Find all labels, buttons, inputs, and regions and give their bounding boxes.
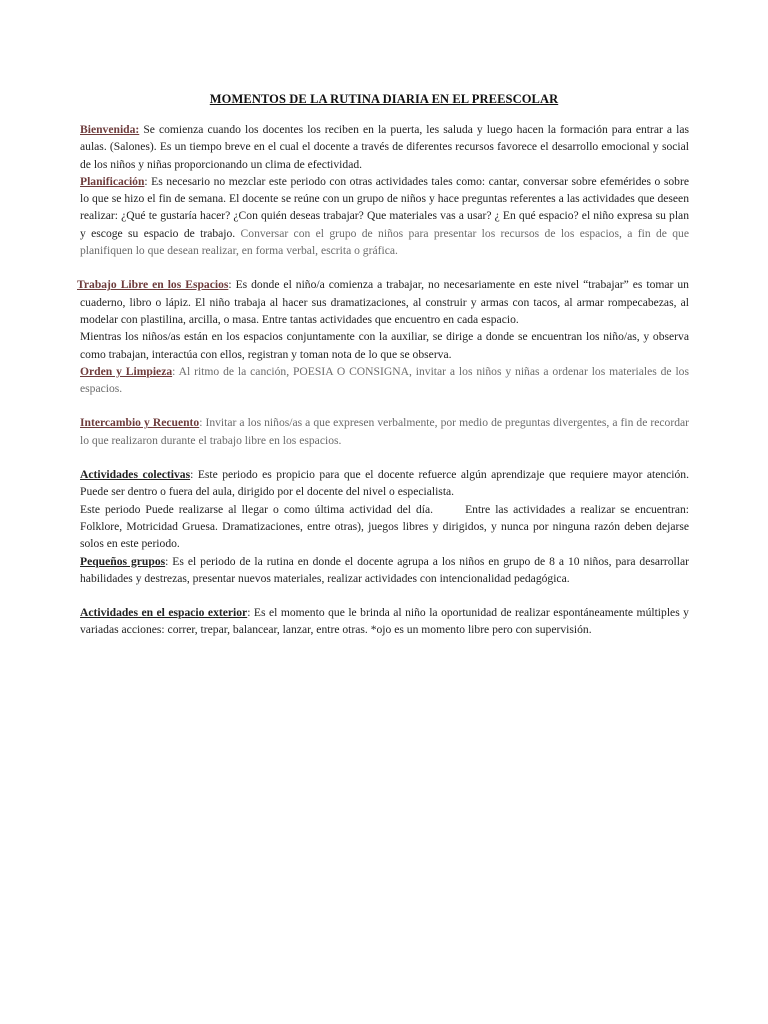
paragraph-orden (80, 363, 689, 398)
heading-bienvenida: Bienvenida: (80, 123, 140, 136)
text-planificacion-gray: Conversar con el grupo de niños para presentar los recursos de los espacios, a fin de que planifiquen lo que desean realizar, en forma verbal, escrita o gráfica. (80, 226, 689, 258)
page-title: MOMENTOS DE LA RUTINA DIARIA EN EL PREESCOLAR (209, 92, 559, 106)
paragraph-trabajo-libre (77, 276, 689, 328)
heading-trabajo-libre: Trabajo Libre en los Espacios (77, 278, 229, 292)
heading-colectivas: Actividades colectivas (80, 468, 191, 482)
paragraph-colectivas-2 (80, 501, 689, 553)
text-colectivas: : Este periodo es propicio para que el docente refuerce algún aprendizaje que requiere mayor atención. Puede ser dentro o fuera del aula, dirigido por el docente del nivel o especialista. (80, 468, 690, 499)
heading-pequenos: Pequeños grupos (80, 554, 166, 568)
paragraph-pequenos (80, 553, 689, 588)
text-trabajo-libre: : Es donde el niño/a comienza a trabajar, no necesariamente en este nivel “trabajar” es tomar un cuaderno, libro o lápiz. El niño trabaja al hacer sus dramatizaciones, al construir y armas con tacos, al armar rompecabezas, al modelar con plastilina, arcilla, o masa. Entre tantas actividades que encuentro en cada espacio. (80, 278, 689, 326)
heading-planificacion: Planificación (80, 174, 145, 188)
text-orden: : Al ritmo de la canción, POESIA O CONSIGNA, invitar a los niños y niñas a ordenar los materiales de los espacios. (80, 364, 689, 396)
text-exterior: : Es el momento que le brinda al niño la oportunidad de realizar espontáneamente múltiples y variadas acciones: correr, trepar, balancear, lanzar, entre otras. *ojo es un momento libre pero con supervisión. (80, 606, 689, 637)
text-pequenos: : Es el periodo de la rutina en donde el docente agrupa a los niños en grupo de 8 a 10 niños, para desarrollar habilidades y destrezas, presentar nuevos materiales, realizar actividades con intencionalidad pedagógica. (80, 554, 689, 585)
text-intercambio: : Invitar a los niños/as a que expresen verbalmente, por medio de preguntas divergentes, a fin de recordar lo que realizaron durante el trabajo libre en los espacios. (80, 416, 689, 447)
text-bienvenida: Se comienza cuando los docentes los reciben en la puerta, les saluda y luego hacen la formación para entrar a las aulas. (Salones). Es un tiempo breve en el cual el docente a través de diferentes recursos favorece el desarrollo emocional y social de los niños y niñas proporcionando un clima de efectividad. (80, 123, 689, 171)
heading-orden: Orden y Limpieza (80, 364, 173, 378)
text-trabajo-libre-2: Mientras los niños/as están en los espacios conjuntamente con la auxiliar, se dirige a donde se encuentran los niño/as, y observa como trabajan, interactúa con ellos, registran y toman nota de lo que se observa. (80, 330, 689, 361)
paragraph-trabajo-libre-2 (80, 328, 689, 363)
paragraph-colectivas (80, 466, 689, 501)
document-body (77, 121, 690, 639)
paragraph-planificacion (80, 173, 689, 259)
text-colectivas-2a: Este periodo Puede realizarse al llegar o como última actividad del día. (80, 502, 434, 516)
heading-intercambio: Intercambio y Recuento (80, 416, 200, 430)
heading-exterior: Actividades en el espacio exterior (80, 606, 248, 620)
paragraph-bienvenida (80, 121, 689, 173)
paragraph-exterior (80, 604, 689, 639)
paragraph-intercambio (80, 414, 689, 449)
text-planificacion: : Es necesario no mezclar este periodo con otras actividades tales como: cantar, conversar sobre efemérides o sobre lo que se hizo el fin de semana. El docente se reúne con un grupo de niños y hace preguntas referentes a las actividades que deseen realizar: ¿Qué te gustaría hacer? ¿Con quién deseas trabajar? Que materiales vas a usar? ¿ En qué espacio? el niño expresa su plan y escoge su espacio de trabajo. (80, 174, 689, 240)
text-colectivas-2b: Entre las actividades a realizar se encuentran: Folklore, Motricidad Gruesa. Dramatizaciones, entre otras), juegos libres y dirigidos, y nunca por ninguna razón deben dejarse solos en este periodo. (80, 502, 690, 551)
